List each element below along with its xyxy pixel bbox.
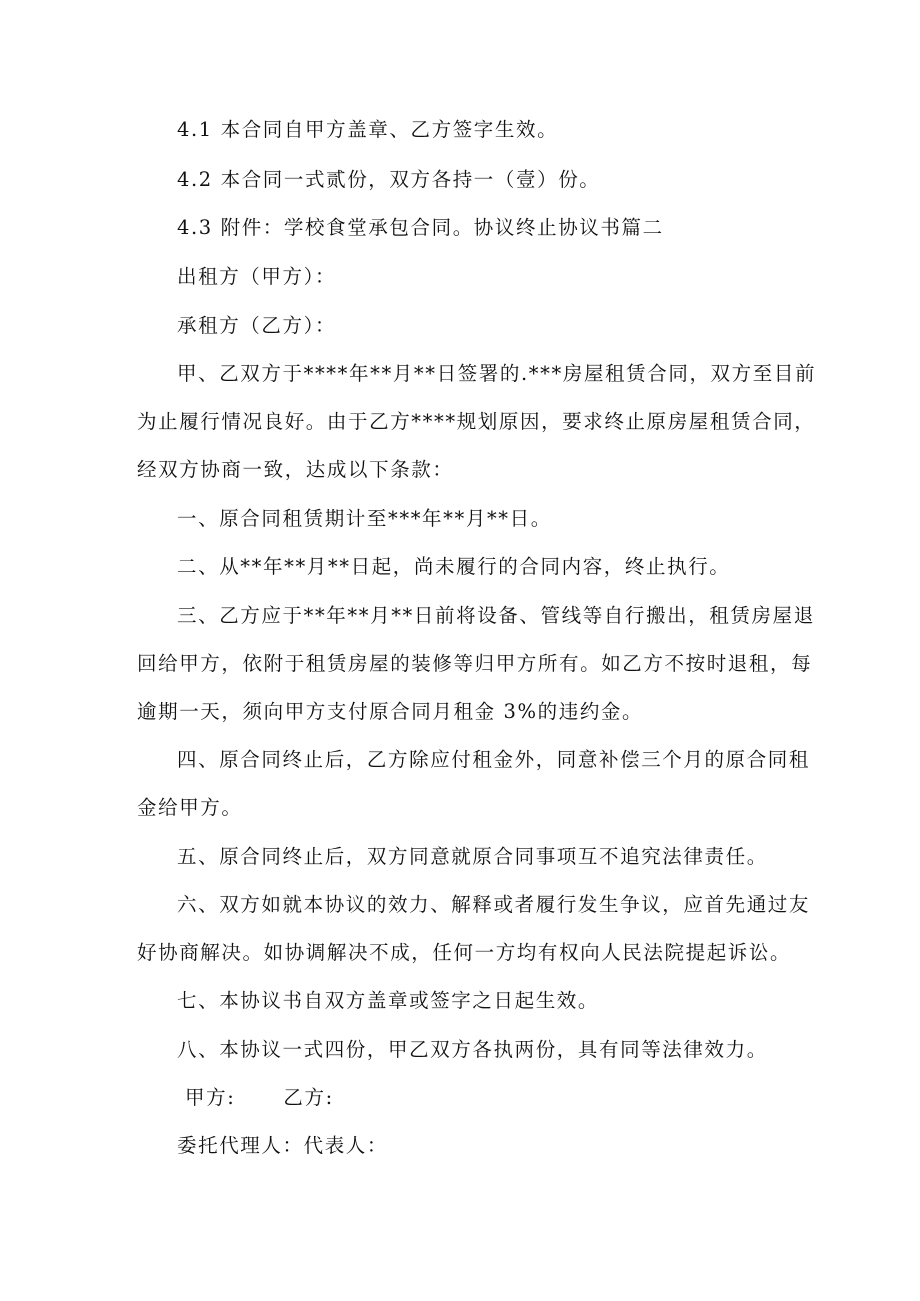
intro-line-2: 为止履行情况良好。由于乙方****规划原因，要求终止原房屋租赁合同， <box>137 410 816 433</box>
item-3-line-3: 逾期一天，须向甲方支付原合同月租金 3%的违约金。 <box>137 700 644 723</box>
intro-line-1: 甲、乙双方于****年**月**日签署的.***房屋租赁合同，双方至目前 <box>177 362 817 385</box>
clause-4-2: 4.2 本合同一式贰份，双方各持一（壹）份。 <box>177 168 601 191</box>
party-a-label: 甲方: <box>185 1086 236 1109</box>
item-7: 七、本协议书自双方盖章或签字之日起生效。 <box>177 989 600 1012</box>
clause-4-1: 4.1 本合同自甲方盖章、乙方签字生效。 <box>177 118 559 141</box>
item-5: 五、原合同终止后，双方同意就原合同事项互不追究法律责任。 <box>177 845 768 868</box>
item-6-line-2: 好协商解决。如协调解决不成，任何一方均有权向人民法院提起诉讼。 <box>137 941 792 964</box>
item-6-line-1: 六、双方如就本协议的效力、解释或者履行发生争议，应首先通过友 <box>177 893 811 916</box>
item-1: 一、原合同租赁期计至***年**月**日。 <box>177 507 552 530</box>
item-3-line-1: 三、乙方应于**年**月**日前将设备、管线等自行搬出，租赁房屋退 <box>177 604 815 627</box>
item-8: 八、本协议一式四份，甲乙双方各执两份，具有同等法律效力。 <box>177 1038 768 1061</box>
item-2: 二、从**年**月**日起，尚未履行的合同内容，终止执行。 <box>177 555 731 578</box>
party-b-label: 乙方: <box>283 1086 334 1109</box>
lessor-label: 出租方（甲方）： <box>177 265 337 288</box>
lessee-label: 承租方（乙方）： <box>177 314 337 337</box>
signature-agent: 委托代理人：代表人： <box>177 1134 389 1157</box>
clause-4-3: 4.3 附件：学校食堂承包合同。协议终止协议书篇二 <box>177 216 664 239</box>
item-4-line-2: 金给甲方。 <box>137 796 243 819</box>
item-4-line-1: 四、原合同终止后，乙方除应付租金外，同意补偿三个月的原合同租 <box>177 748 811 771</box>
item-3-line-2: 回给甲方，依附于租赁房屋的装修等归甲方所有。如乙方不按时退租，每 <box>137 652 813 675</box>
intro-line-3: 经双方协商一致，达成以下条款： <box>137 458 454 481</box>
signature-parties <box>185 1082 920 1114</box>
